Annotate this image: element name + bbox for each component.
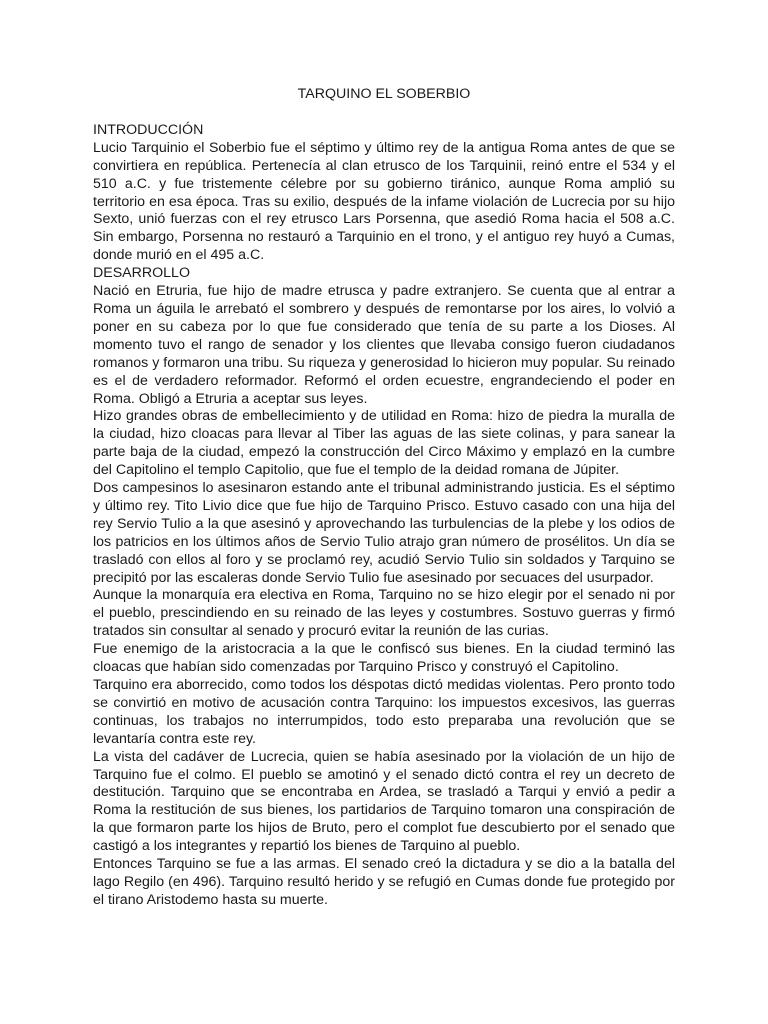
paragraph-desarrollo-5: Fue enemigo de la aristocracia a la que le confiscó sus bienes. En la ciudad terminó las cloacas que habían sido comenzadas por Tarquino Prisco y construyó el Capitolino.	[93, 641, 675, 676]
paragraph-desarrollo-3: Dos campesinos lo asesinaron estando ante el tribunal administrando justicia. Es el séptimo y último rey. Tito Livio dice que fue hijo de Tarquino Prisco. Estuvo casado con una hija del rey Servio Tulio a la que asesinó y aprovechando las turbulencias de la plebe y los odios de los patricios en los últimos años de Servio Tulio atrajo gran número de prosélitos. Un día se trasladó con ellos al foro y se proclamó rey, acudió Servio Tulio sin soldados y Tarquino se precipitó por las escaleras donde Servio Tulio fue asesinado por secuaces del usurpador.	[93, 480, 675, 586]
paragraph-desarrollo-7: La vista del cadáver de Lucrecia, quien se había asesinado por la violación de un hijo de Tarquino fue el colmo. El pueblo se amotinó y el senado dictó contra el rey un decreto de destitución. Tarquino que se encontraba en Ardea, se trasladó a Tarqui y envió a pedir a Roma la restitución de sus bienes, los partidarios de Tarquino tomaron una conspiración de la que formaron parte los hijos de Bruto, pero el complot fue descubierto por el senado que castigó a los integrantes y repartió los bienes de Tarquino al pueblo.	[93, 748, 675, 855]
document-title: TARQUINO EL SOBERBIO	[297, 86, 471, 102]
paragraph-desarrollo-2: Hizo grandes obras de embellecimiento y de utilidad en Roma: hizo de piedra la muralla de la ciudad, hizo cloacas para llevar al Tiber las aguas de las siete colinas, y para sanear la parte baja de la ciudad, empezó la construcción del Circo Máximo y emplazó en la cumbre del Capitolino el templo Capitolio, que fue el templo de la deidad romana de Júpiter.	[93, 408, 675, 479]
paragraph-desarrollo-8: Entonces Tarquino se fue a las armas. El senado creó la dictadura y se dio a la batalla del lago Regilo (en 496). Tarquino resultó herido y se refugió en Cumas donde fue protegido por el tirano Aristodemo hasta su muerte.	[93, 856, 675, 908]
paragraph-desarrollo-4: Aunque la monarquía era electiva en Roma, Tarquino no se hizo elegir por el senado ni por el pueblo, prescindiendo en su reinado de las leyes y costumbres. Sostuvo guerras y firmó tratados sin consultar al senado y procuró evitar la reunión de las curias.	[93, 587, 675, 640]
paragraph-desarrollo-1: Nació en Etruria, fue hijo de madre etrusca y padre extranjero. Se cuenta que al entrar a Roma un águila le arrebató el sombrero y después de remontarse por los aires, lo volvió a poner en su cabeza por lo que fue considerado que tenía de su parte a los Dioses. Al momento tuvo el rango de senador y los clientes que llevaba consigo fueron ciudadanos romanos y formaron una tribu. Su riqueza y generosidad lo hicieron muy popular. Su reinado es el de verdadero reformador. Reformó el orden ecuestre, engrandeciendo el poder en Roma. Obligó a Etruria a aceptar sus leyes.	[93, 283, 675, 407]
section-heading-desarrollo: DESARROLLO	[93, 265, 190, 282]
paragraph-desarrollo-6: Tarquino era aborrecido, como todos los déspotas dictó medidas violentas. Pero pronto todo se convirtió en motivo de acusación contra Tarquino: los impuestos excesivos, las guerras continuas, los trabajos no interrumpidos, todo esto preparaba una revolución que se levantaría contra este rey.	[93, 677, 675, 747]
paragraph-intro-1: Lucio Tarquinio el Soberbio fue el séptimo y último rey de la antigua Roma antes de que se convirtiera en república. Pertenecía al clan etrusco de los Tarquinii, reinó entre el 534 y el 510 a.C. y fue tristemente célebre por su gobierno tiránico, aunque Roma amplió su territorio en esa época. Tras su exilio, después de la infame violación de Lucrecia por su hijo Sexto, unió fuerzas con el rey etrusco Lars Porsenna, que asedió Roma hacia el 508 a.C. Sin embargo, Porsenna no restauró a Tarquinio en el trono, y el antiguo rey huyó a Cumas, donde murió en el 495 a.C.	[93, 139, 675, 264]
document-body	[93, 86, 675, 910]
section-heading-introduccion: INTRODUCCIÓN	[93, 121, 204, 138]
